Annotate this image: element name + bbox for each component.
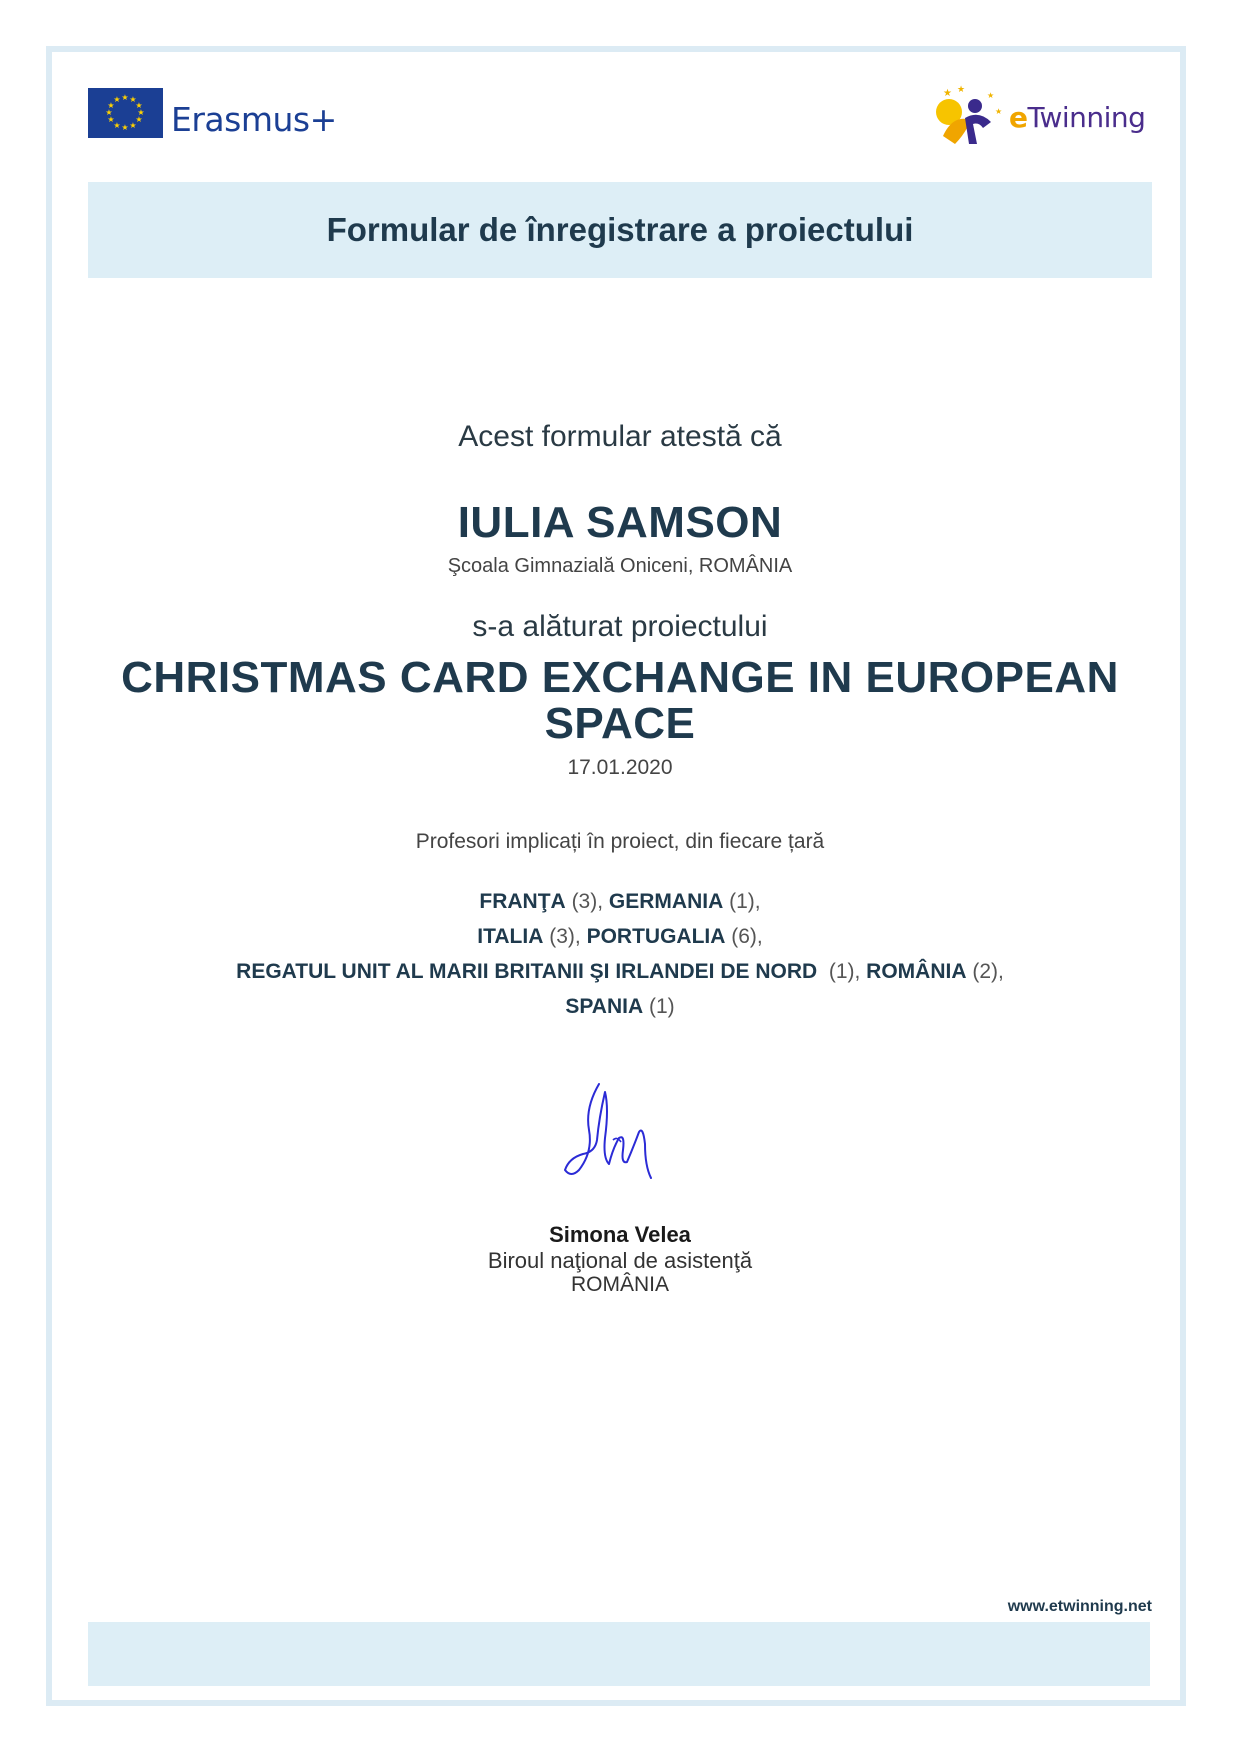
country-name: ITALIA	[477, 925, 544, 948]
svg-text:★: ★	[943, 88, 952, 99]
country-name: ROMÂNIA	[866, 960, 967, 983]
joined-text: s-a alăturat proiectului	[472, 610, 768, 643]
country-count: (1)	[648, 995, 675, 1018]
country-line	[88, 954, 1152, 989]
country-line	[88, 989, 1152, 1024]
country-list	[88, 884, 1152, 1024]
title-banner	[88, 182, 1152, 278]
signature-image	[555, 1078, 675, 1188]
teachers-heading: Profesori implicați în proiect, din fiecare țară	[415, 830, 825, 853]
country-name: SPANIA	[565, 995, 644, 1018]
signatory-office: Biroul naţional de asistenţă	[487, 1248, 753, 1273]
website-link[interactable]: www.etwinning.net	[1007, 1598, 1152, 1615]
attest-text: Acest formular atestă că	[458, 420, 782, 453]
etwinning-figures-icon	[935, 84, 1007, 150]
country-count: (3),	[549, 925, 581, 948]
country-line	[88, 884, 1152, 919]
signatory-country: ROMÂNIA	[570, 1273, 669, 1296]
erasmus-logo	[88, 86, 337, 139]
project-title-line-2: SPACE	[544, 699, 696, 748]
erasmus-wordmark: Erasmus+	[171, 100, 337, 139]
etwinning-wordmark: eTwinning	[1009, 100, 1146, 134]
project-title	[88, 655, 1152, 747]
eu-flag-icon: ★ ★ ★ ★ ★ ★ ★ ★ ★ ★ ★ ★	[88, 88, 163, 138]
footer-banner	[88, 1622, 1150, 1686]
participant-name: IULIA SAMSON	[457, 498, 783, 547]
country-count: (1),	[828, 960, 861, 983]
country-count: (6),	[731, 925, 763, 948]
country-count: (3),	[571, 890, 604, 913]
participant-school: Şcoala Gimnazială Oniceni, ROMÂNIA	[447, 555, 793, 577]
country-count: (2),	[972, 960, 1004, 983]
page-title: Formular de înregistrare a proiectului	[326, 211, 914, 248]
svg-text:★: ★	[995, 107, 1003, 116]
country-name: PORTUGALIA	[586, 925, 726, 948]
project-title-line-1: CHRISTMAS CARD EXCHANGE IN EUROPEAN	[121, 653, 1119, 702]
country-count: (1),	[729, 890, 761, 913]
svg-text:★: ★	[957, 84, 966, 94]
svg-text:★: ★	[987, 91, 995, 100]
country-name: FRANŢA	[479, 890, 566, 913]
country-name: REGATUL UNIT AL MARII BRITANII ŞI IRLANDEI DE NORD	[236, 960, 818, 983]
certificate-frame	[46, 46, 1186, 1706]
etwinning-logo	[935, 84, 1145, 150]
country-line	[88, 919, 1152, 954]
project-date: 17.01.2020	[567, 756, 673, 779]
country-name: GERMANIA	[608, 890, 724, 913]
signatory-name: Simona Velea	[549, 1222, 691, 1247]
